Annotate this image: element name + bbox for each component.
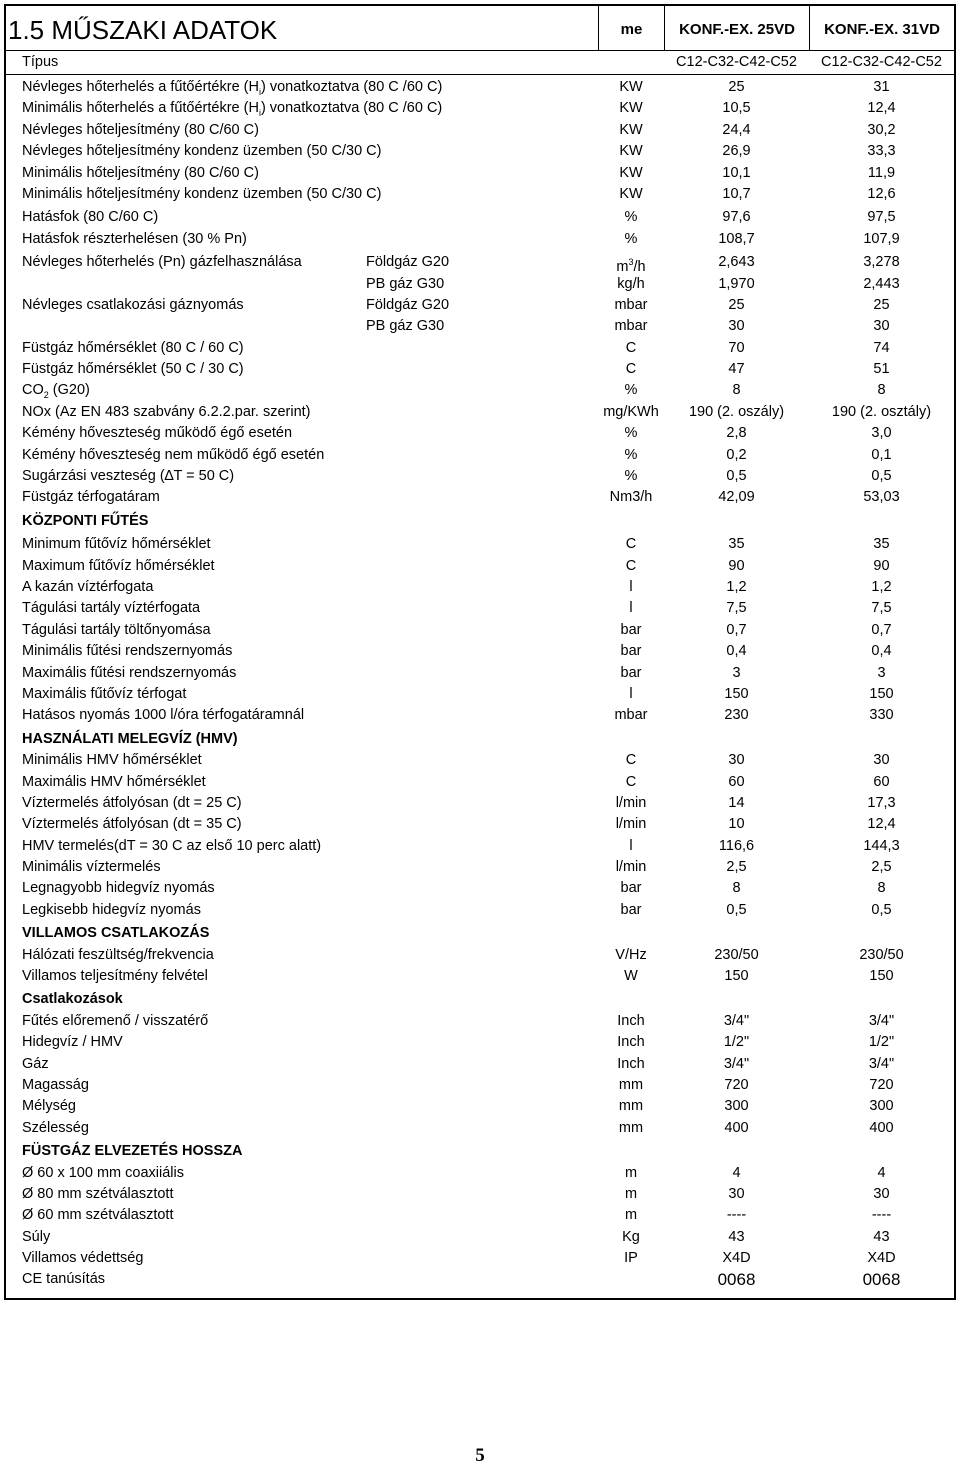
row-label: Víztermelés átfolyósan (dt = 35 C) [22, 816, 242, 833]
row-value-25vd: 10 [728, 816, 745, 833]
section-heading-row [6, 511, 954, 532]
row-value-31vd: 25 [873, 296, 890, 313]
row-value-31vd: 90 [873, 557, 890, 574]
row-label: Víztermelés átfolyósan (dt = 25 C) [22, 794, 242, 811]
row-value-31vd: 12,4 [867, 816, 896, 833]
row-label: $CO_2$ (G20) [22, 382, 90, 401]
row-label: Füstgáz hőmérséklet (50 C / 30 C) [22, 361, 244, 378]
model-31vd-column-header: KONF.-EX. 31VD [809, 6, 954, 50]
row-value-25vd: 300 [724, 1098, 749, 1115]
row-value-25vd: 3/4" [723, 1012, 750, 1029]
table-row [6, 163, 954, 184]
table-row [6, 750, 954, 771]
table-row [6, 705, 954, 726]
row-value-25vd: 7,5 [726, 600, 747, 617]
row-label: Minimális hőteljesítmény (80 C/60 C) [22, 164, 259, 181]
row-unit: kg/h [617, 275, 645, 292]
row-value-25vd: 70 [728, 339, 745, 356]
section-heading-row [6, 1141, 954, 1162]
page-number: 5 [475, 1445, 485, 1466]
row-value-31vd: 8 [877, 382, 886, 399]
row-value-25vd: 3/4" [723, 1055, 750, 1072]
row-value-31vd: 3,278 [863, 254, 900, 271]
table-row [6, 98, 954, 119]
row-label: Fűtés előremenő / visszatérő [22, 1012, 209, 1029]
row-value-31vd: 400 [869, 1119, 894, 1136]
table-row [6, 1163, 954, 1184]
row-unit: mg/KWh [603, 403, 659, 420]
row-unit: V/Hz [615, 946, 647, 963]
table-row [6, 1227, 954, 1248]
row-label: Hatásfok részterhelésen (30 % Pn) [22, 230, 247, 247]
row-label: Hálózati feszültség/frekvencia [22, 946, 214, 963]
table-row [6, 534, 954, 555]
row-value-31vd: 30,2 [867, 121, 896, 138]
row-value-25vd: 2,5 [726, 859, 747, 876]
table-row [6, 316, 954, 337]
row-value-31vd: 43 [873, 1228, 890, 1245]
table-row [6, 1075, 954, 1096]
row-value-25vd: 0,4 [726, 643, 747, 660]
table-row [6, 641, 954, 662]
row-label: Füstgáz hőmérséklet (80 C / 60 C) [22, 339, 244, 356]
row-value-31vd: 230/50 [859, 946, 904, 963]
row-unit: % [624, 425, 638, 442]
row-label: VILLAMOS CSATLAKOZÁS [22, 925, 210, 942]
row-value-25vd: 0,5 [726, 901, 747, 918]
table-row [6, 945, 954, 966]
row-unit: l/min [615, 794, 647, 811]
row-unit: l/min [615, 816, 647, 833]
row-unit: % [624, 468, 638, 485]
table-row [6, 772, 954, 793]
row-unit: bar [620, 664, 642, 681]
row-value-31vd: 150 [869, 968, 894, 985]
row-label: Legnagyobb hidegvíz nyomás [22, 880, 215, 897]
row-value-25vd: 43 [728, 1228, 745, 1245]
row-value-31vd: 51 [873, 361, 890, 378]
row-value-31vd: 12,6 [867, 185, 896, 202]
row-value-31vd: 8 [877, 880, 886, 897]
row-value-25vd: 150 [724, 968, 749, 985]
table-row [6, 900, 954, 921]
row-label: Maximum fűtővíz hőmérséklet [22, 557, 215, 574]
row-unit: C [625, 361, 637, 378]
row-unit: mm [618, 1119, 644, 1136]
table-row [6, 466, 954, 487]
row-value-25vd: 400 [724, 1119, 749, 1136]
table-row [6, 1184, 954, 1205]
row-value-31vd: 4 [877, 1164, 886, 1181]
row-value-31vd: 60 [873, 773, 890, 790]
row-unit: mbar [614, 318, 648, 335]
row-unit: m [624, 1164, 638, 1181]
row-label: Gáz [22, 1055, 49, 1072]
row-gas-type: PB gáz G30 [366, 275, 445, 292]
row-value-31vd: 0,5 [871, 901, 892, 918]
row-label: Magasság [22, 1076, 89, 1093]
table-row [6, 487, 954, 508]
row-value-31vd: 2,443 [863, 275, 900, 292]
row-value-25vd: 30 [728, 752, 745, 769]
row-unit: KW [619, 100, 643, 117]
row-label: Tágulási tartály töltőnyomása [22, 621, 211, 638]
row-value-31vd: 74 [873, 339, 890, 356]
row-value-31vd: C12-C32-C42-C52 [821, 54, 942, 70]
row-label: KÖZPONTI FŰTÉS [22, 512, 149, 529]
unit-column-header: me [598, 6, 664, 50]
row-unit: Kg [622, 1228, 640, 1245]
row-unit: bar [620, 880, 642, 897]
spec-table [4, 4, 956, 1300]
row-value-25vd: 47 [728, 361, 745, 378]
row-value-25vd: 2,643 [718, 254, 755, 271]
row-unit: Inch [617, 1012, 645, 1029]
row-unit: C [625, 752, 637, 769]
row-value-31vd: 7,5 [871, 600, 892, 617]
table-row [6, 51, 954, 75]
row-value-31vd: 30 [873, 1185, 890, 1202]
table-row [6, 229, 954, 250]
row-value-31vd: 30 [873, 318, 890, 335]
row-unit: l [629, 578, 633, 595]
row-value-25vd: X4D [722, 1250, 751, 1267]
row-label: Maximális fűtési rendszernyomás [22, 664, 237, 681]
table-row [6, 141, 954, 162]
row-value-31vd: 53,03 [863, 489, 900, 506]
table-row [6, 402, 954, 423]
table-row [6, 836, 954, 857]
section-heading-row [6, 729, 954, 750]
table-row [6, 252, 954, 273]
row-unit: l [629, 837, 633, 854]
row-value-25vd: C12-C32-C42-C52 [676, 54, 797, 70]
row-unit: % [624, 446, 638, 463]
row-value-31vd: 1/2" [868, 1034, 895, 1051]
table-row [6, 966, 954, 987]
row-unit: % [624, 209, 638, 226]
table-row [6, 380, 954, 401]
row-value-25vd: 1,970 [718, 275, 755, 292]
row-unit: W [624, 968, 638, 985]
table-body [6, 51, 954, 1291]
row-unit: Inch [617, 1034, 645, 1051]
row-label: Villamos védettség [22, 1250, 144, 1267]
row-value-31vd: 0,1 [871, 446, 892, 463]
row-label: Hatásos nyomás 1000 l/óra térfogatáramnál [22, 707, 305, 724]
row-value-31vd: 150 [869, 685, 894, 702]
table-row [6, 1096, 954, 1117]
table-row [6, 338, 954, 359]
row-unit: bar [620, 901, 642, 918]
row-label: Típus [22, 54, 59, 70]
row-value-31vd: 12,4 [867, 100, 896, 117]
row-gas-type: Földgáz G20 [366, 254, 450, 271]
row-value-25vd: 35 [728, 536, 745, 553]
row-label: NOx (Az EN 483 szabvány 6.2.2.par. szerint) [22, 403, 311, 420]
row-label: Névleges hőterhelés (Pn) gázfelhasználása [22, 254, 302, 271]
row-label: Füstgáz térfogatáram [22, 489, 160, 506]
row-value-31vd: 330 [869, 707, 894, 724]
row-value-31vd: X4D [867, 1250, 896, 1267]
row-value-25vd: 0,2 [726, 446, 747, 463]
row-unit: KW [619, 164, 643, 181]
row-label: Szélesség [22, 1119, 89, 1136]
row-value-31vd: 2,5 [871, 859, 892, 876]
row-value-31vd: 35 [873, 536, 890, 553]
row-value-25vd: 25 [728, 79, 745, 95]
row-value-25vd: 0,5 [726, 468, 747, 485]
row-label: Maximális HMV hőmérséklet [22, 773, 206, 790]
table-row [6, 184, 954, 205]
table-row [6, 445, 954, 466]
row-label: HASZNÁLATI MELEGVÍZ (HMV) [22, 730, 238, 747]
table-row [6, 663, 954, 684]
row-value-25vd: 1/2" [723, 1034, 750, 1051]
row-unit: C [625, 536, 637, 553]
row-value-31vd: 3,0 [871, 425, 892, 442]
table-row [6, 878, 954, 899]
row-value-25vd: 42,09 [718, 489, 755, 506]
row-unit: C [625, 773, 637, 790]
row-value-25vd: 150 [724, 685, 749, 702]
row-value-25vd: 30 [728, 1185, 745, 1202]
row-value-25vd: 30 [728, 318, 745, 335]
row-label: Ø 80 mm szétválasztott [22, 1185, 174, 1202]
row-label: Névleges csatlakozási gáznyomás [22, 296, 244, 313]
row-value-25vd: 0,7 [726, 621, 747, 638]
row-unit: % [624, 382, 638, 399]
row-unit: KW [619, 79, 643, 95]
row-value-25vd: 0068 [717, 1270, 756, 1290]
section-heading-row [6, 923, 954, 944]
row-value-31vd: 190 (2. osztály) [831, 403, 932, 420]
row-value-31vd: 0068 [862, 1270, 901, 1290]
row-unit: mm [618, 1098, 644, 1115]
row-value-31vd: 30 [873, 752, 890, 769]
row-value-31vd: 97,5 [867, 209, 896, 226]
row-unit: IP [624, 1250, 638, 1267]
row-label: Ø 60 x 100 mm coaxiiális [22, 1164, 184, 1181]
row-label: Ø 60 mm szétválasztott [22, 1207, 174, 1224]
row-value-31vd: 33,3 [867, 143, 896, 160]
row-label: HMV termelés(dT = 30 C az első 10 perc alatt) [22, 837, 322, 854]
row-label: Kémény hőveszteség működő égő esetén [22, 425, 293, 442]
table-row [6, 359, 954, 380]
row-unit: m [624, 1185, 638, 1202]
row-unit: C [625, 557, 637, 574]
table-row [6, 423, 954, 444]
row-label: Minimális HMV hőmérséklet [22, 752, 202, 769]
row-label: Villamos teljesítmény felvétel [22, 968, 208, 985]
row-gas-type: Földgáz G20 [366, 296, 450, 313]
row-value-25vd: 230 [724, 707, 749, 724]
row-value-25vd: 3 [732, 664, 741, 681]
table-row [6, 274, 954, 295]
row-value-31vd: 0,5 [871, 468, 892, 485]
table-row [6, 1118, 954, 1139]
table-row [6, 1032, 954, 1053]
row-value-25vd: 8 [732, 382, 741, 399]
row-value-25vd: 90 [728, 557, 745, 574]
table-row [6, 1269, 954, 1290]
row-value-31vd: 1,2 [871, 578, 892, 595]
row-label: Névleges hőteljesítmény (80 C/60 C) [22, 121, 259, 138]
row-label: A kazán víztérfogata [22, 578, 154, 595]
row-value-25vd: ---- [726, 1207, 747, 1224]
row-value-25vd: 108,7 [718, 230, 755, 247]
row-value-25vd: 8 [732, 880, 741, 897]
table-row [6, 1248, 954, 1269]
row-value-25vd: 190 (2. oszály) [688, 403, 785, 420]
row-label: Tágulási tartály víztérfogata [22, 600, 201, 617]
section-heading-row [6, 989, 954, 1010]
row-unit: KW [619, 185, 643, 202]
row-value-31vd: 3 [877, 664, 886, 681]
row-unit: KW [619, 143, 643, 160]
row-value-31vd: 720 [869, 1076, 894, 1093]
row-value-25vd: 2,8 [726, 425, 747, 442]
row-label: Csatlakozások [22, 991, 123, 1008]
row-label: Névleges hőterhelés a fűtőértékre $(H_i)$ vonatkoztatva (80 C /60 C) [22, 79, 443, 97]
row-label: Hatásfok (80 C/60 C) [22, 209, 159, 226]
row-unit: mbar [614, 296, 648, 313]
table-row [6, 814, 954, 835]
row-unit: C [625, 339, 637, 356]
row-label: Névleges hőteljesítmény kondenz üzemben (50 C/30 C) [22, 143, 382, 160]
table-row [6, 295, 954, 316]
row-value-31vd: 17,3 [867, 794, 896, 811]
row-label: FÜSTGÁZ ELVEZETÉS HOSSZA [22, 1143, 243, 1160]
row-value-31vd: 107,9 [863, 230, 900, 247]
row-label: Minimális hőteljesítmény kondenz üzemben (50 C/30 C) [22, 185, 382, 202]
row-value-25vd: 26,9 [722, 143, 751, 160]
row-label: Legkisebb hidegvíz nyomás [22, 901, 201, 918]
row-value-31vd: 144,3 [863, 837, 900, 854]
row-value-31vd: 3/4" [868, 1055, 895, 1072]
row-value-25vd: 24,4 [722, 121, 751, 138]
table-row [6, 1054, 954, 1075]
row-value-25vd: 10,7 [722, 185, 751, 202]
row-label: Sugárzási veszteség (∆T = 50 C) [22, 468, 235, 485]
row-value-25vd: 1,2 [726, 578, 747, 595]
row-value-31vd: 0,4 [871, 643, 892, 660]
row-unit: mbar [614, 707, 648, 724]
row-value-31vd: 0,7 [871, 621, 892, 638]
row-value-25vd: 4 [732, 1164, 741, 1181]
table-row [6, 556, 954, 577]
row-unit: l [629, 600, 633, 617]
row-value-31vd: 300 [869, 1098, 894, 1115]
row-label: Minimum fűtővíz hőmérséklet [22, 536, 211, 553]
row-unit: l [629, 685, 633, 702]
page-title: 1.5 MŰSZAKI ADATOK [8, 15, 278, 45]
row-value-31vd: ---- [871, 1207, 892, 1224]
row-label: Minimális fűtési rendszernyomás [22, 643, 233, 660]
row-unit: bar [620, 643, 642, 660]
row-unit: KW [619, 121, 643, 138]
table-row [6, 684, 954, 705]
row-value-25vd: 720 [724, 1076, 749, 1093]
row-value-25vd: 230/50 [714, 946, 759, 963]
row-unit: bar [620, 621, 642, 638]
row-value-25vd: 25 [728, 296, 745, 313]
row-unit: Nm3/h [609, 489, 653, 506]
row-value-25vd: 10,5 [722, 100, 751, 117]
table-header [6, 6, 954, 51]
row-value-25vd: 10,1 [722, 164, 751, 181]
row-value-31vd: 11,9 [867, 164, 896, 181]
row-value-31vd: 31 [873, 79, 890, 95]
row-label: Mélység [22, 1098, 76, 1115]
table-row [6, 77, 954, 98]
table-row [6, 598, 954, 619]
row-value-25vd: 60 [728, 773, 745, 790]
table-row [6, 620, 954, 641]
row-label: Maximális fűtővíz térfogat [22, 685, 187, 702]
row-label: Súly [22, 1228, 51, 1245]
row-value-25vd: 14 [728, 794, 745, 811]
table-row [6, 577, 954, 598]
row-gas-type: PB gáz G30 [366, 318, 445, 335]
row-unit: mm [618, 1076, 644, 1093]
table-row [6, 793, 954, 814]
row-label: Hidegvíz / HMV [22, 1034, 123, 1051]
table-row [6, 120, 954, 141]
row-label: Minimális hőterhelés a fűtőértékre $(H_i)$ vonatkoztatva (80 C /60 C) [22, 100, 443, 119]
table-row [6, 857, 954, 878]
table-row [6, 1011, 954, 1032]
row-label: Kémény hőveszteség nem működő égő esetén [22, 446, 325, 463]
table-row [6, 207, 954, 228]
table-row [6, 1205, 954, 1226]
row-value-25vd: 116,6 [718, 837, 755, 854]
row-unit: Inch [617, 1055, 645, 1072]
row-unit: $m^3/h$ [616, 257, 646, 275]
row-unit: % [624, 230, 638, 247]
row-value-31vd: 3/4" [868, 1012, 895, 1029]
row-label: CE tanúsítás [22, 1271, 106, 1288]
row-unit: m [624, 1207, 638, 1224]
model-25vd-column-header: KONF.-EX. 25VD [664, 6, 809, 50]
row-unit: l/min [615, 859, 647, 876]
row-value-25vd: 97,6 [722, 209, 751, 226]
row-label: Minimális víztermelés [22, 859, 161, 876]
